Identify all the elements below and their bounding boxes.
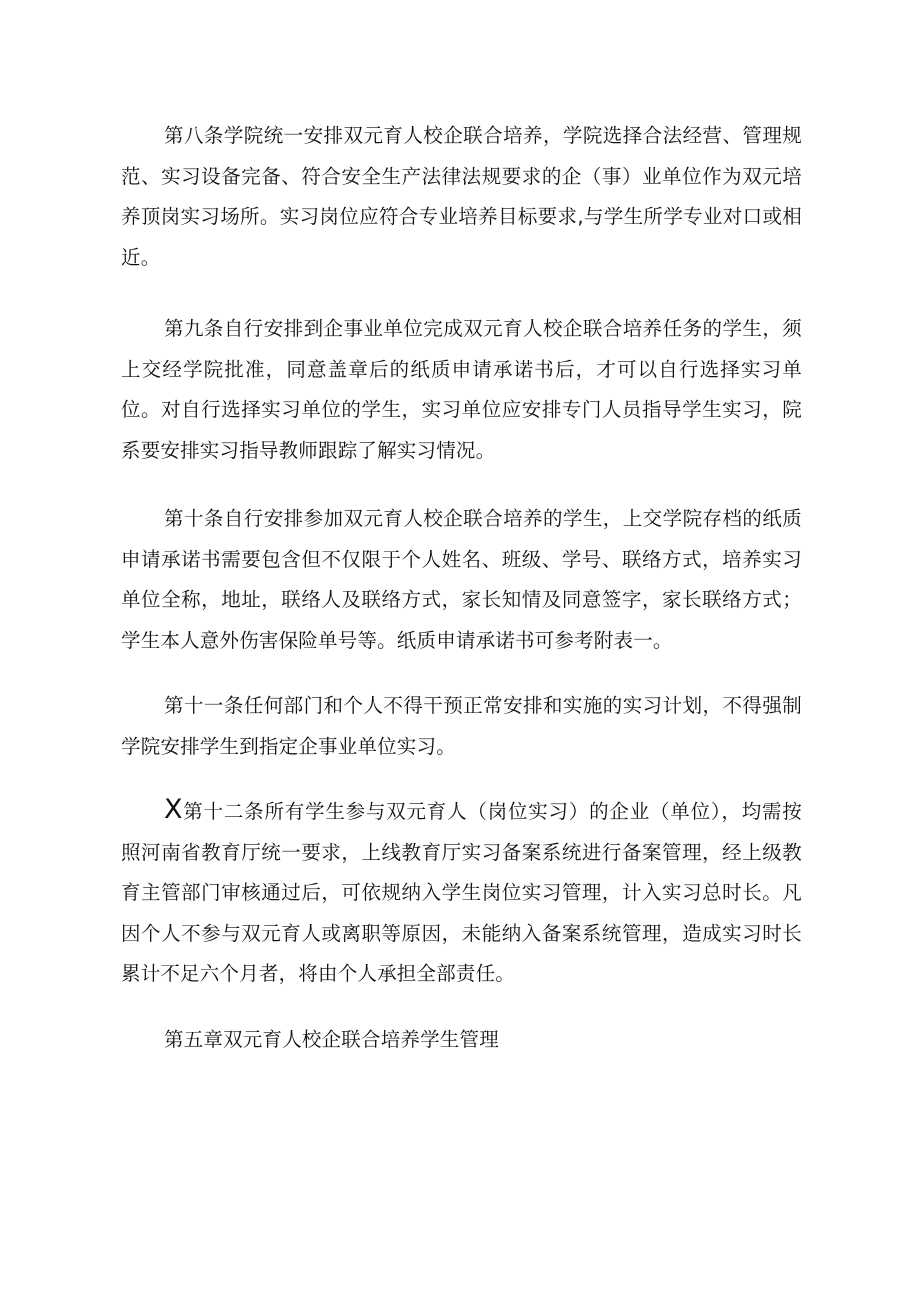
article-12-mark: X (164, 794, 183, 825)
chapter-5-heading: 第五章双元育人校企联合培养学生管理 (164, 1027, 499, 1051)
article-8-paragraph: 第八条学院统一安排双元育人校企联合培养，学院选择合法经营、管理规范、实习设备完备、符合安全生产法律法规要求的企（事）业单位作为双元培养顶岗实习场所。实习岗位应符合专业培养目标要求,与学生所学专业对口或相近。 (121, 124, 802, 269)
article-11-paragraph: 第十一条任何部门和个人不得干预正常安排和实施的实习计划，不得强制学院安排学生到指定企事业单位实习。 (121, 694, 802, 758)
article-9-paragraph: 第九条自行安排到企事业单位完成双元育人校企联合培养任务的学生，须上交经学院批准，同意盖章后的纸质申请承诺书后，才可以自行选择实习单位。对自行选择实习单位的学生，实习单位应安排专门人员指导学生实习，院系要安排实习指导教师跟踪了解实习情况。 (121, 317, 802, 462)
article-10-paragraph: 第十条自行安排参加双元育人校企联合培养的学生，上交学院存档的纸质申请承诺书需要包含但不仅限于个人姓名、班级、学号、联络方式，培养实习单位全称，地址，联络人及联络方式，家长知情及同意签字，家长联络方式；学生本人意外伤害保险单号等。纸质申请承诺书可参考附表一。 (121, 507, 802, 652)
article-12-text: 第十二条所有学生参与双元育人（岗位实习）的企业（单位），均需按照河南省教育厅统一要求，上线教育厅实习备案系统进行备案管理，经上级教育主管部门审核通过后，可依规纳入学生岗位实习管理，计入实习总时长。凡因个人不参与双元育人或离职等原因，未能纳入备案系统管理，造成实习时长累计不足六个月者，将由个人承担全部责任。 (121, 800, 802, 985)
article-12-paragraph (121, 792, 802, 995)
